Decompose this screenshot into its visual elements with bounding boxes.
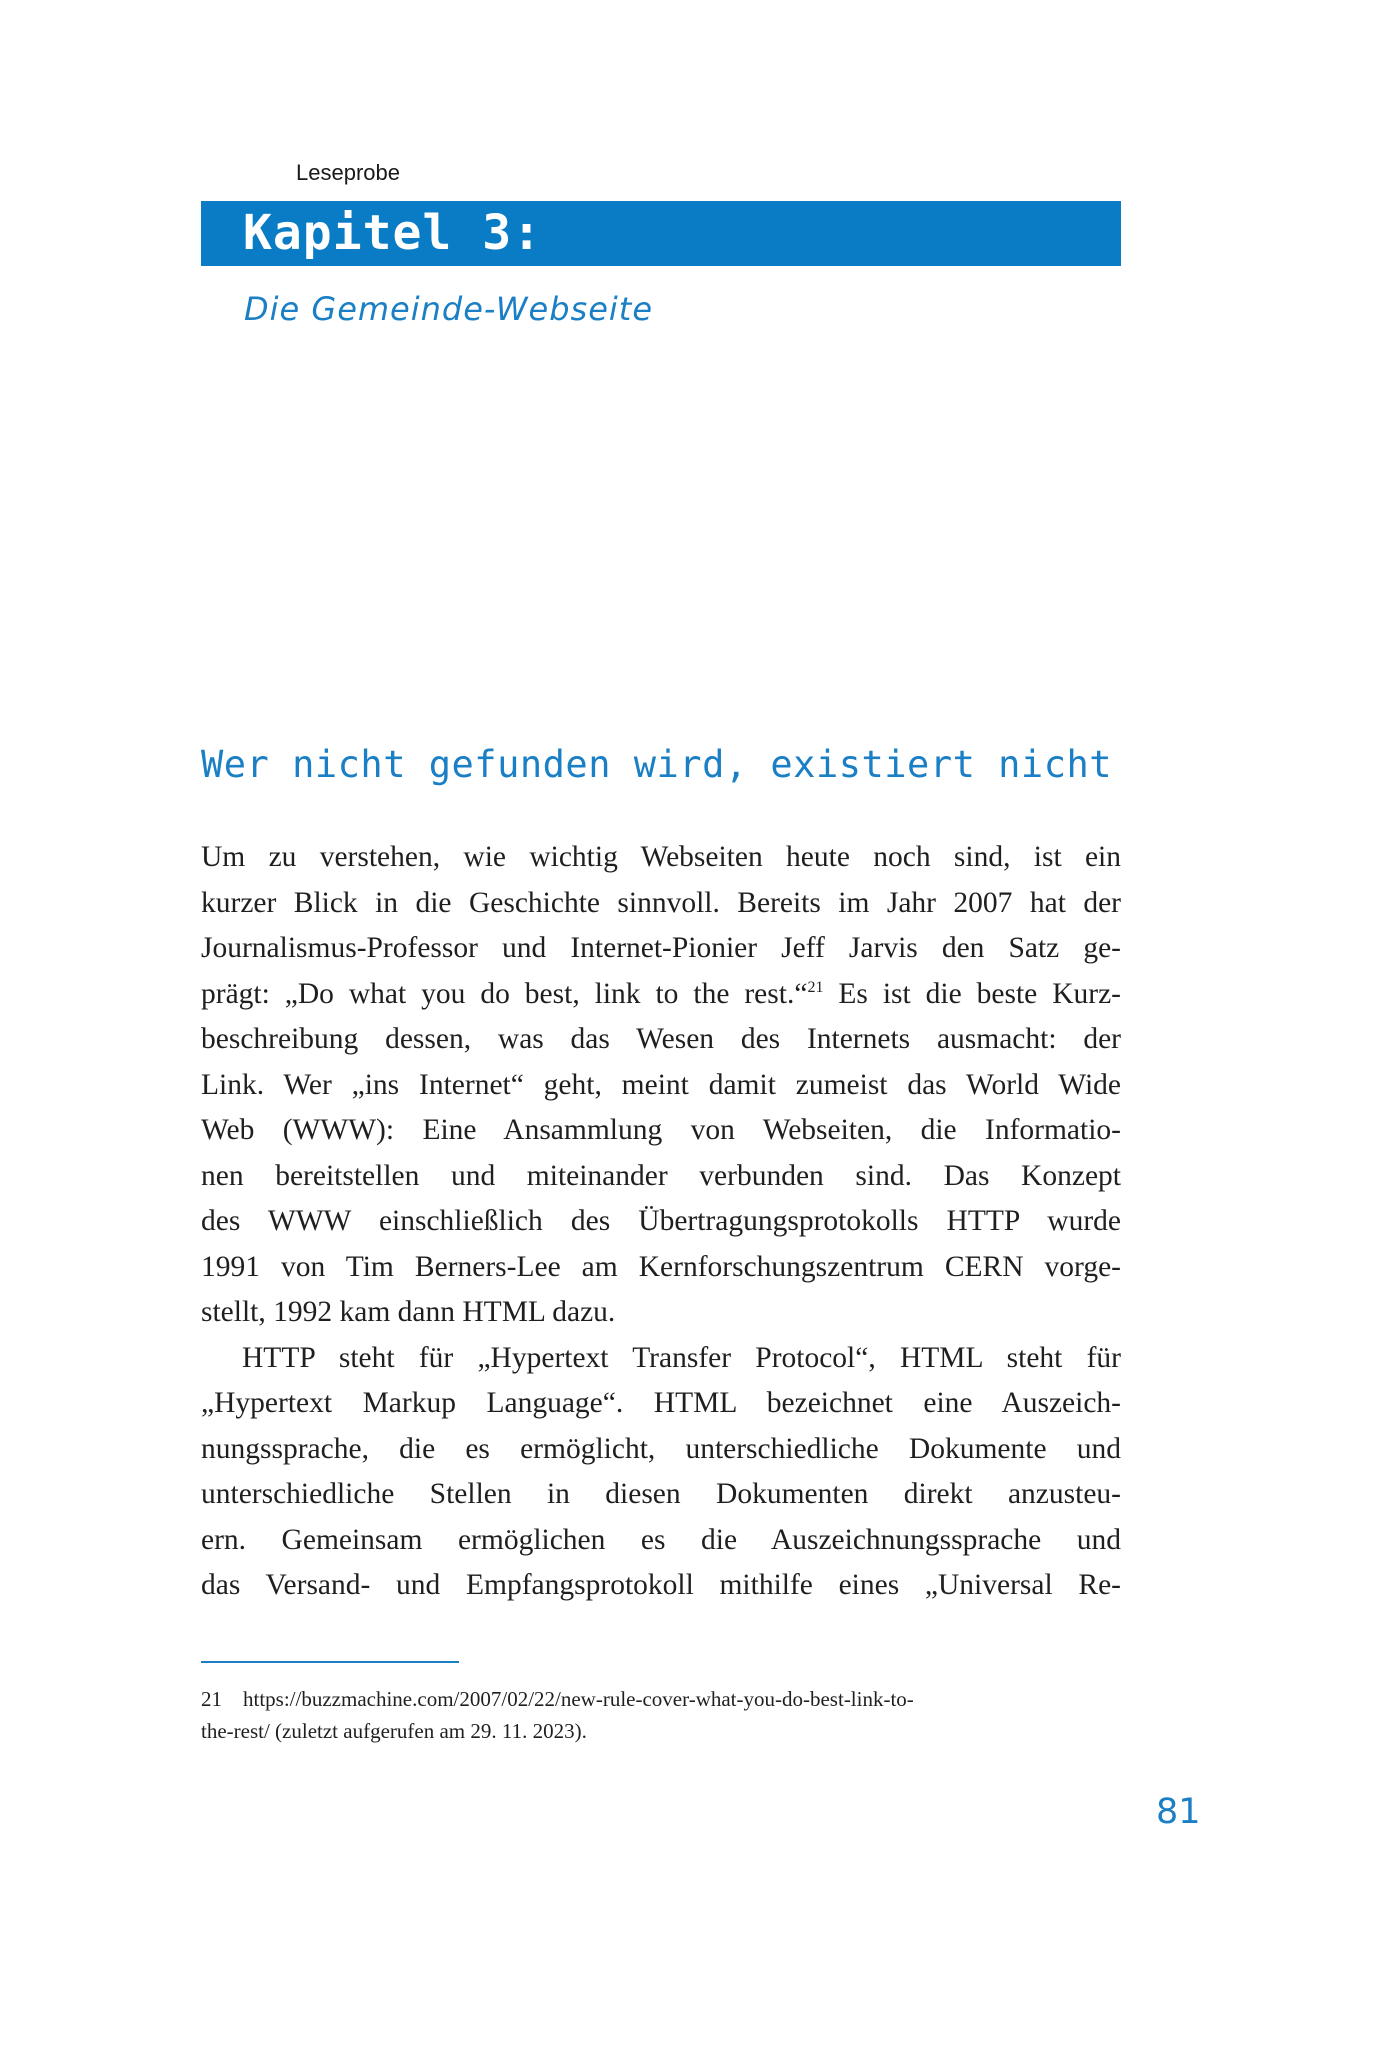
paragraph-2-line-4: unterschiedliche Stellen in diesen Dokumenten direkt anzusteu- [201,1478,1121,1510]
paragraph-2-line-1: HTTP steht für „Hypertext Transfer Protocol“, HTML steht für [242,1341,1121,1374]
footnote-number: 21 [201,1687,222,1711]
chapter-title-bar [201,201,1121,266]
paragraph-1-line-7: Web (WWW): Eine Ansammlung von Webseiten, die Informatio- [201,1114,1121,1146]
footnote-url[interactable]: https://buzzmachine.com/2007/02/22/new-rule-cover-what-you-do-best-link-to- [243,1687,914,1711]
footnote-line-1 [201,1683,1121,1715]
chapter-title: Kapitel 3: [243,205,542,261]
page-number: 81 [1156,1792,1201,1832]
paragraph-1-line-5: beschreibung dessen, was das Wesen des Internets ausmacht: der [201,1023,1121,1055]
line-continuation: Es ist die beste Kurz- [823,977,1122,1010]
paragraph-2-line-3: nungssprache, die es ermöglicht, unterschiedliche Dokumente und [201,1432,1121,1465]
paragraph-1-line-9: des WWW einschließlich des Übertragungsprotokolls HTTP wurde [201,1205,1121,1237]
leseprobe-label: Leseprobe [296,160,400,185]
footnote-divider [201,1661,459,1663]
body-text [201,835,1121,1609]
paragraph-1-line-10: 1991 von Tim Berners-Lee am Kernforschungszentrum CERN vorge- [201,1250,1121,1283]
paragraph-1-line-8: nen bereitstellen und miteinander verbunden sind. Das Konzept [201,1159,1121,1192]
paragraph-1-line-6: Link. Wer „ins Internet“ geht, meint damit zumeist das World Wide [201,1068,1121,1101]
paragraph-1-line-3: Journalismus-Professor und Internet-Pionier Jeff Jarvis den Satz ge- [201,932,1121,964]
paragraph-1-line-4 [201,972,1121,1018]
quote-text: prägt: „Do what you do best, link to the rest.“ [201,977,808,1010]
section-heading: Wer nicht gefunden wird, existiert nicht [201,743,1113,786]
paragraph-2-line-6: das Versand- und Empfangsprotokoll mithilfe eines „Universal Re- [201,1569,1121,1601]
paragraph-2-line-2: „Hypertext Markup Language“. HTML bezeichnet eine Auszeich- [201,1387,1121,1419]
paragraph-1-line-1: Um zu verstehen, wie wichtig Webseiten heute noch sind, ist ein [201,841,1121,873]
footnote-line-2: the-rest/ (zuletzt aufgerufen am 29. 11. 2023). [201,1719,587,1743]
paragraph-1-line-11: stellt, 1992 kam dann HTML dazu. [201,1296,616,1328]
paragraph-2-line-5: ern. Gemeinsam ermöglichen es die Auszeichnungssprache und [201,1523,1121,1556]
footnote [201,1683,1121,1747]
footnote-reference: 21 [807,978,824,996]
paragraph-1-line-2: kurzer Blick in die Geschichte sinnvoll. Bereits im Jahr 2007 hat der [201,886,1121,919]
chapter-subtitle: Die Gemeinde-Webseite [244,290,654,328]
